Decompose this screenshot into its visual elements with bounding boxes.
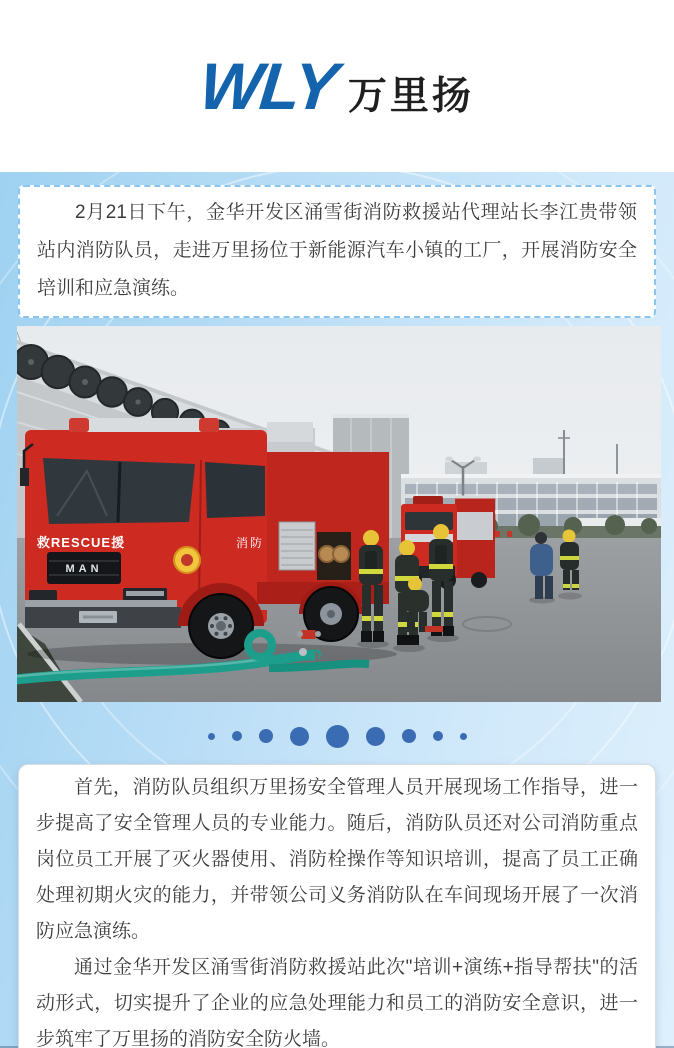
carousel-dot[interactable] bbox=[460, 733, 467, 740]
fire-drill-photo-illustration bbox=[17, 326, 661, 702]
carousel-dot[interactable] bbox=[402, 729, 416, 743]
truck-front-text: 救RESCUE援 bbox=[36, 535, 126, 550]
article-photo[interactable] bbox=[17, 326, 661, 702]
truck-brand-text: MAN bbox=[65, 563, 103, 575]
body-paragraph-1: 首先，消防队员组织万里扬安全管理人员开展现场工作指导，进一步提高了安全管理人员的专业能力。随后，消防队员还对公司消防重点岗位员工开展了灭火器使用、消防栓操作等知识培训，提高了员工正确处理初期火灾的能力，并带领公司义务消防队在车间现场开展了一次消防应急演练。 bbox=[36, 777, 638, 942]
body-paragraph-2: 通过金华开发区涌雪街消防救援站此次"培训+演练+指导帮扶"的活动形式，切实提升了企业的应急处理能力和员工的消防安全意识，进一步筑牢了万里扬的消防安全防火墙。 bbox=[36, 957, 638, 1048]
body-card bbox=[18, 764, 656, 1048]
carousel-dot[interactable] bbox=[433, 731, 443, 741]
carousel-dot[interactable] bbox=[259, 729, 273, 743]
carousel-dot[interactable] bbox=[366, 727, 385, 746]
wly-logo-abbr: WLY bbox=[196, 49, 340, 123]
carousel-dot[interactable] bbox=[208, 733, 215, 740]
wly-logo bbox=[196, 49, 474, 123]
intro-card bbox=[18, 185, 656, 318]
carousel-dot[interactable] bbox=[290, 727, 309, 746]
carousel-dot-active[interactable] bbox=[326, 725, 349, 748]
carousel-dots bbox=[0, 702, 674, 764]
carousel-dot[interactable] bbox=[232, 731, 242, 741]
wly-logo-name: 万里扬 bbox=[347, 75, 474, 118]
page-header bbox=[0, 0, 674, 172]
truck-side-text: 消防 bbox=[235, 536, 265, 550]
intro-paragraph: 2月21日下午，金华开发区涌雪街消防救援站代理站长李江贵带领站内消防队员，走进万里扬位于新能源汽车小镇的工厂，开展消防安全培训和应急演练。 bbox=[37, 202, 637, 299]
main-fire-truck bbox=[20, 418, 397, 665]
